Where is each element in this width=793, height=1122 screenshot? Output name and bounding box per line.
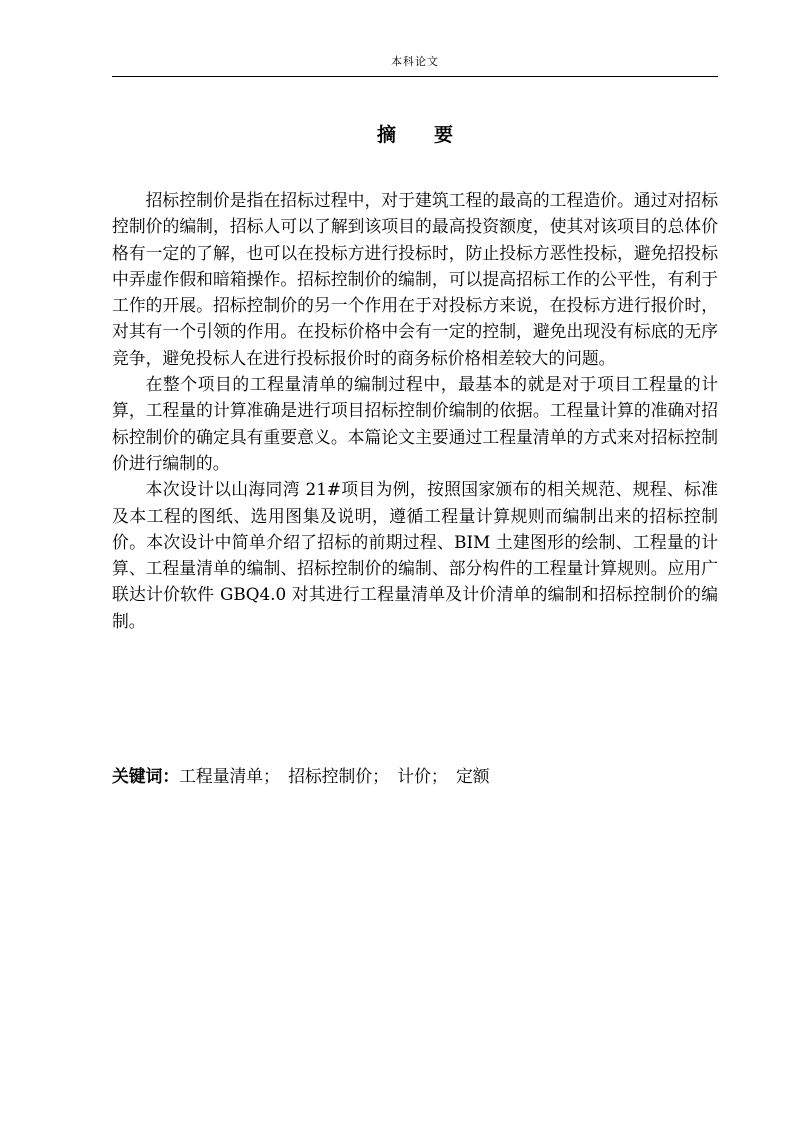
header-rule [112, 76, 718, 77]
keywords-line [112, 763, 718, 789]
abstract-body [112, 187, 718, 634]
abstract-title: 摘 要 [376, 124, 453, 146]
abstract-paragraph-2: 在整个项目的工程量清单的编制过程中，最基本的就是对于项目工程量的计算，工程量的计算准确是进行项目招标控制价编制的依据。工程量计算的准确对招标控制价的确定具有重要意义。本篇论文主要通过工程量清单的方式来对招标控制价进行编制的。 [112, 374, 718, 473]
keywords-label: 关键词： [112, 766, 180, 786]
abstract-paragraph-1: 招标控制价是指在招标过程中，对于建筑工程的最高的工程造价。通过对招标控制价的编制，招标人可以了解到该项目的最高投资额度，使其对该项目的总体价格有一定的了解，也可以在投标方进行投标时，防止投标方恶性投标，避免招投标中弄虚作假和暗箱操作。招标控制价的编制，可以提高招标工作的公平性，有利于工作的开展。招标控制价的另一个作用在于对投标方来说，在投标方进行报价时，对其有一个引领的作用。在投标价格中会有一定的控制，避免出现没有标底的无序竞争，避免投标人在进行投标报价时的商务标价格相差较大的问题。 [112, 190, 718, 368]
abstract-paragraph-3: 本次设计以山海同湾 21#项目为例，按照国家颁布的相关规范、规程、标准及本工程的图纸、选用图集及说明，遵循工程量计算规则而编制出来的招标控制价。本次设计中简单介绍了招标的前期过程、BIM 土建图形的绘制、工程量的计算、工程量清单的编制、招标控制价的编制、部分构件的工程量计算规则。应用广联达计价软件 GBQ4.0 对其进行工程量清单及计价清单的编制和招标控制价的编制。 [112, 479, 718, 631]
running-header: 本科论文 [391, 55, 439, 68]
keywords-text: 工程量清单； 招标控制价； 计价； 定额 [179, 766, 490, 786]
